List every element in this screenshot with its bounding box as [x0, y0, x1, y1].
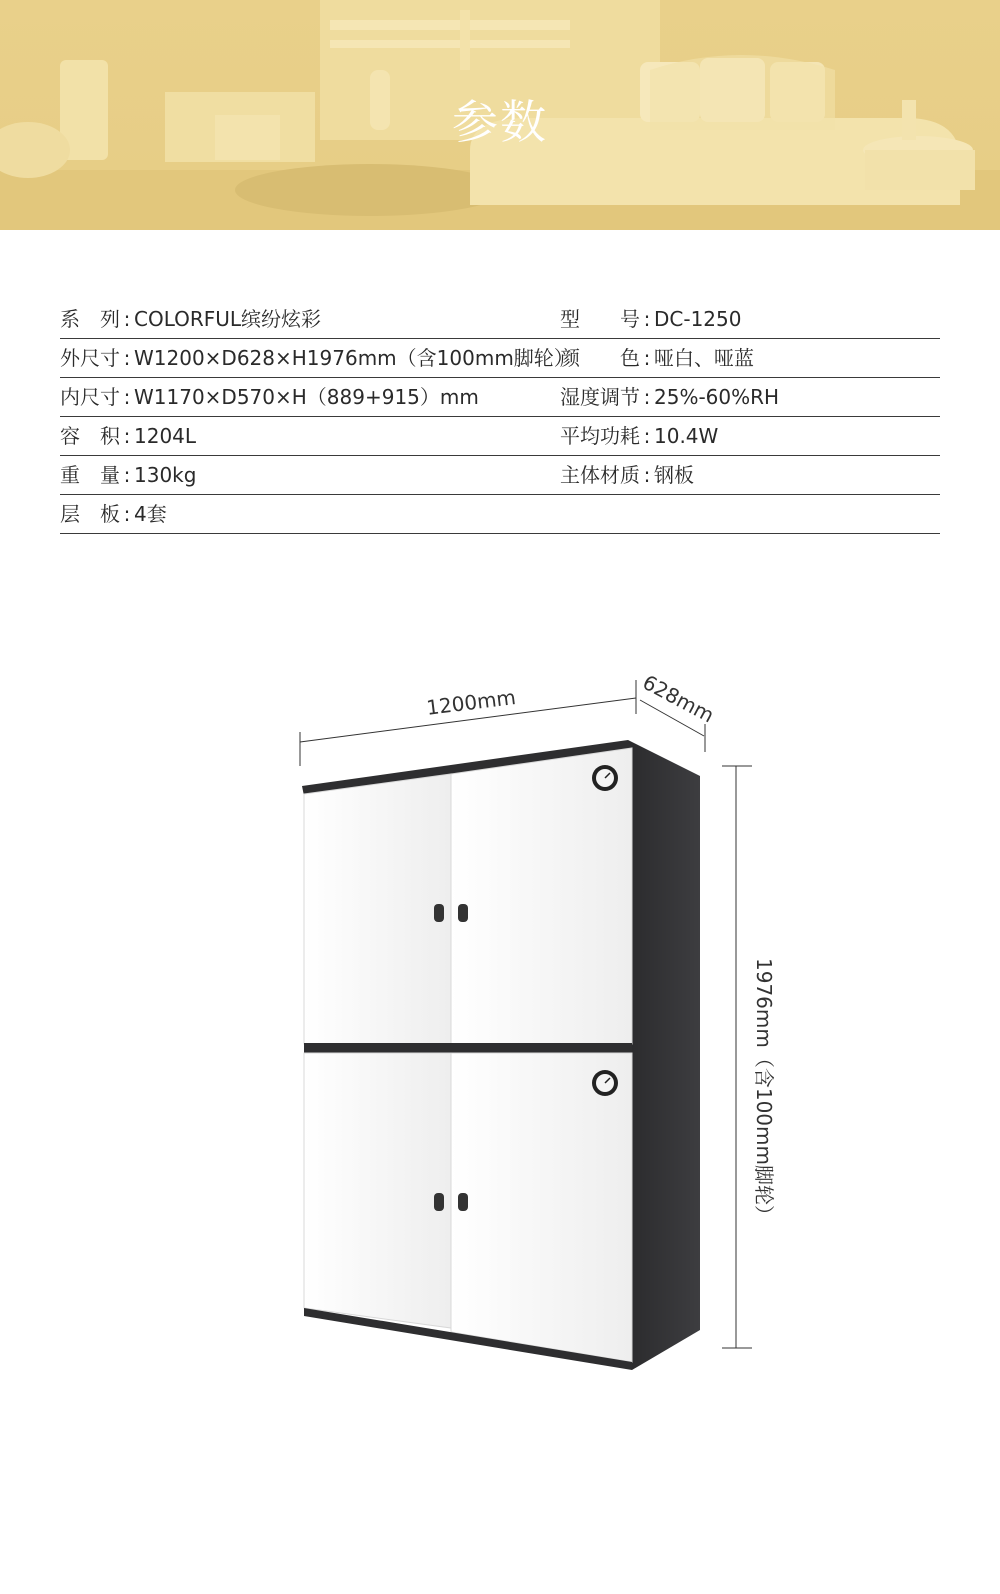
spec-label: 重 量	[60, 463, 120, 487]
spec-left-cell	[60, 456, 196, 494]
spec-row	[60, 300, 940, 339]
spec-value: DC-1250	[654, 307, 742, 331]
width-dimension-label: 1200mm	[425, 685, 518, 720]
spec-right-cell	[560, 300, 741, 338]
spec-value: 130kg	[134, 463, 197, 487]
spec-row	[60, 456, 940, 495]
spec-value: 钢板	[654, 463, 694, 487]
spec-row	[60, 339, 940, 378]
spec-left-cell	[60, 300, 321, 338]
spec-value: 10.4W	[654, 424, 719, 448]
spec-value: W1200×D628×H1976mm（含100mm脚轮）	[134, 346, 574, 370]
spec-label: 容 积	[60, 424, 120, 448]
spec-value: 25%-60%RH	[654, 385, 780, 409]
hygrometer-icon	[592, 1070, 618, 1096]
spec-label: 主体材质	[560, 463, 640, 487]
spec-row	[60, 495, 940, 534]
spec-separator: :	[643, 424, 651, 448]
depth-dimension-label: 628mm	[638, 670, 719, 728]
spec-left-cell	[60, 378, 479, 416]
spec-separator: :	[643, 463, 651, 487]
header-banner	[0, 0, 1000, 230]
spec-label: 型 号	[560, 307, 640, 331]
spec-separator: :	[123, 385, 131, 409]
spec-separator: :	[123, 307, 131, 331]
spec-row	[60, 417, 940, 456]
hygrometer-icon	[592, 765, 618, 791]
spec-separator: :	[643, 385, 651, 409]
spec-value: 哑白、哑蓝	[654, 346, 754, 370]
cabinet-illustration	[0, 640, 1000, 1400]
spec-value: 1204L	[134, 424, 197, 448]
spec-right-cell	[560, 417, 718, 455]
spec-value: 4套	[134, 502, 167, 526]
spec-right-cell	[560, 339, 754, 377]
spec-separator: :	[123, 424, 131, 448]
spec-label: 系 列	[60, 307, 120, 331]
spec-right-cell	[560, 378, 779, 416]
cabinet-dimension-diagram	[0, 640, 1000, 1400]
spec-separator: :	[123, 463, 131, 487]
spec-label: 湿度调节	[560, 385, 640, 409]
spec-separator: :	[123, 346, 131, 370]
spec-label: 层 板	[60, 502, 120, 526]
spec-left-cell	[60, 495, 167, 533]
page-title: 参数	[452, 95, 548, 149]
spec-row	[60, 378, 940, 417]
spec-separator: :	[643, 307, 651, 331]
spec-label: 颜 色	[560, 346, 640, 370]
spec-separator: :	[123, 502, 131, 526]
spec-value: W1170×D570×H（889+915）mm	[134, 385, 479, 409]
spec-value: COLORFUL缤纷炫彩	[134, 307, 322, 331]
spec-left-cell	[60, 339, 574, 377]
spec-label: 平均功耗	[560, 424, 640, 448]
spec-label: 外尺寸	[60, 346, 120, 370]
spec-table	[60, 300, 940, 534]
spec-left-cell	[60, 417, 196, 455]
spec-right-cell	[560, 456, 694, 494]
height-dimension-label: 1976mm（含100mm脚轮）	[752, 958, 776, 1226]
spec-label: 内尺寸	[60, 385, 120, 409]
spec-separator: :	[643, 346, 651, 370]
